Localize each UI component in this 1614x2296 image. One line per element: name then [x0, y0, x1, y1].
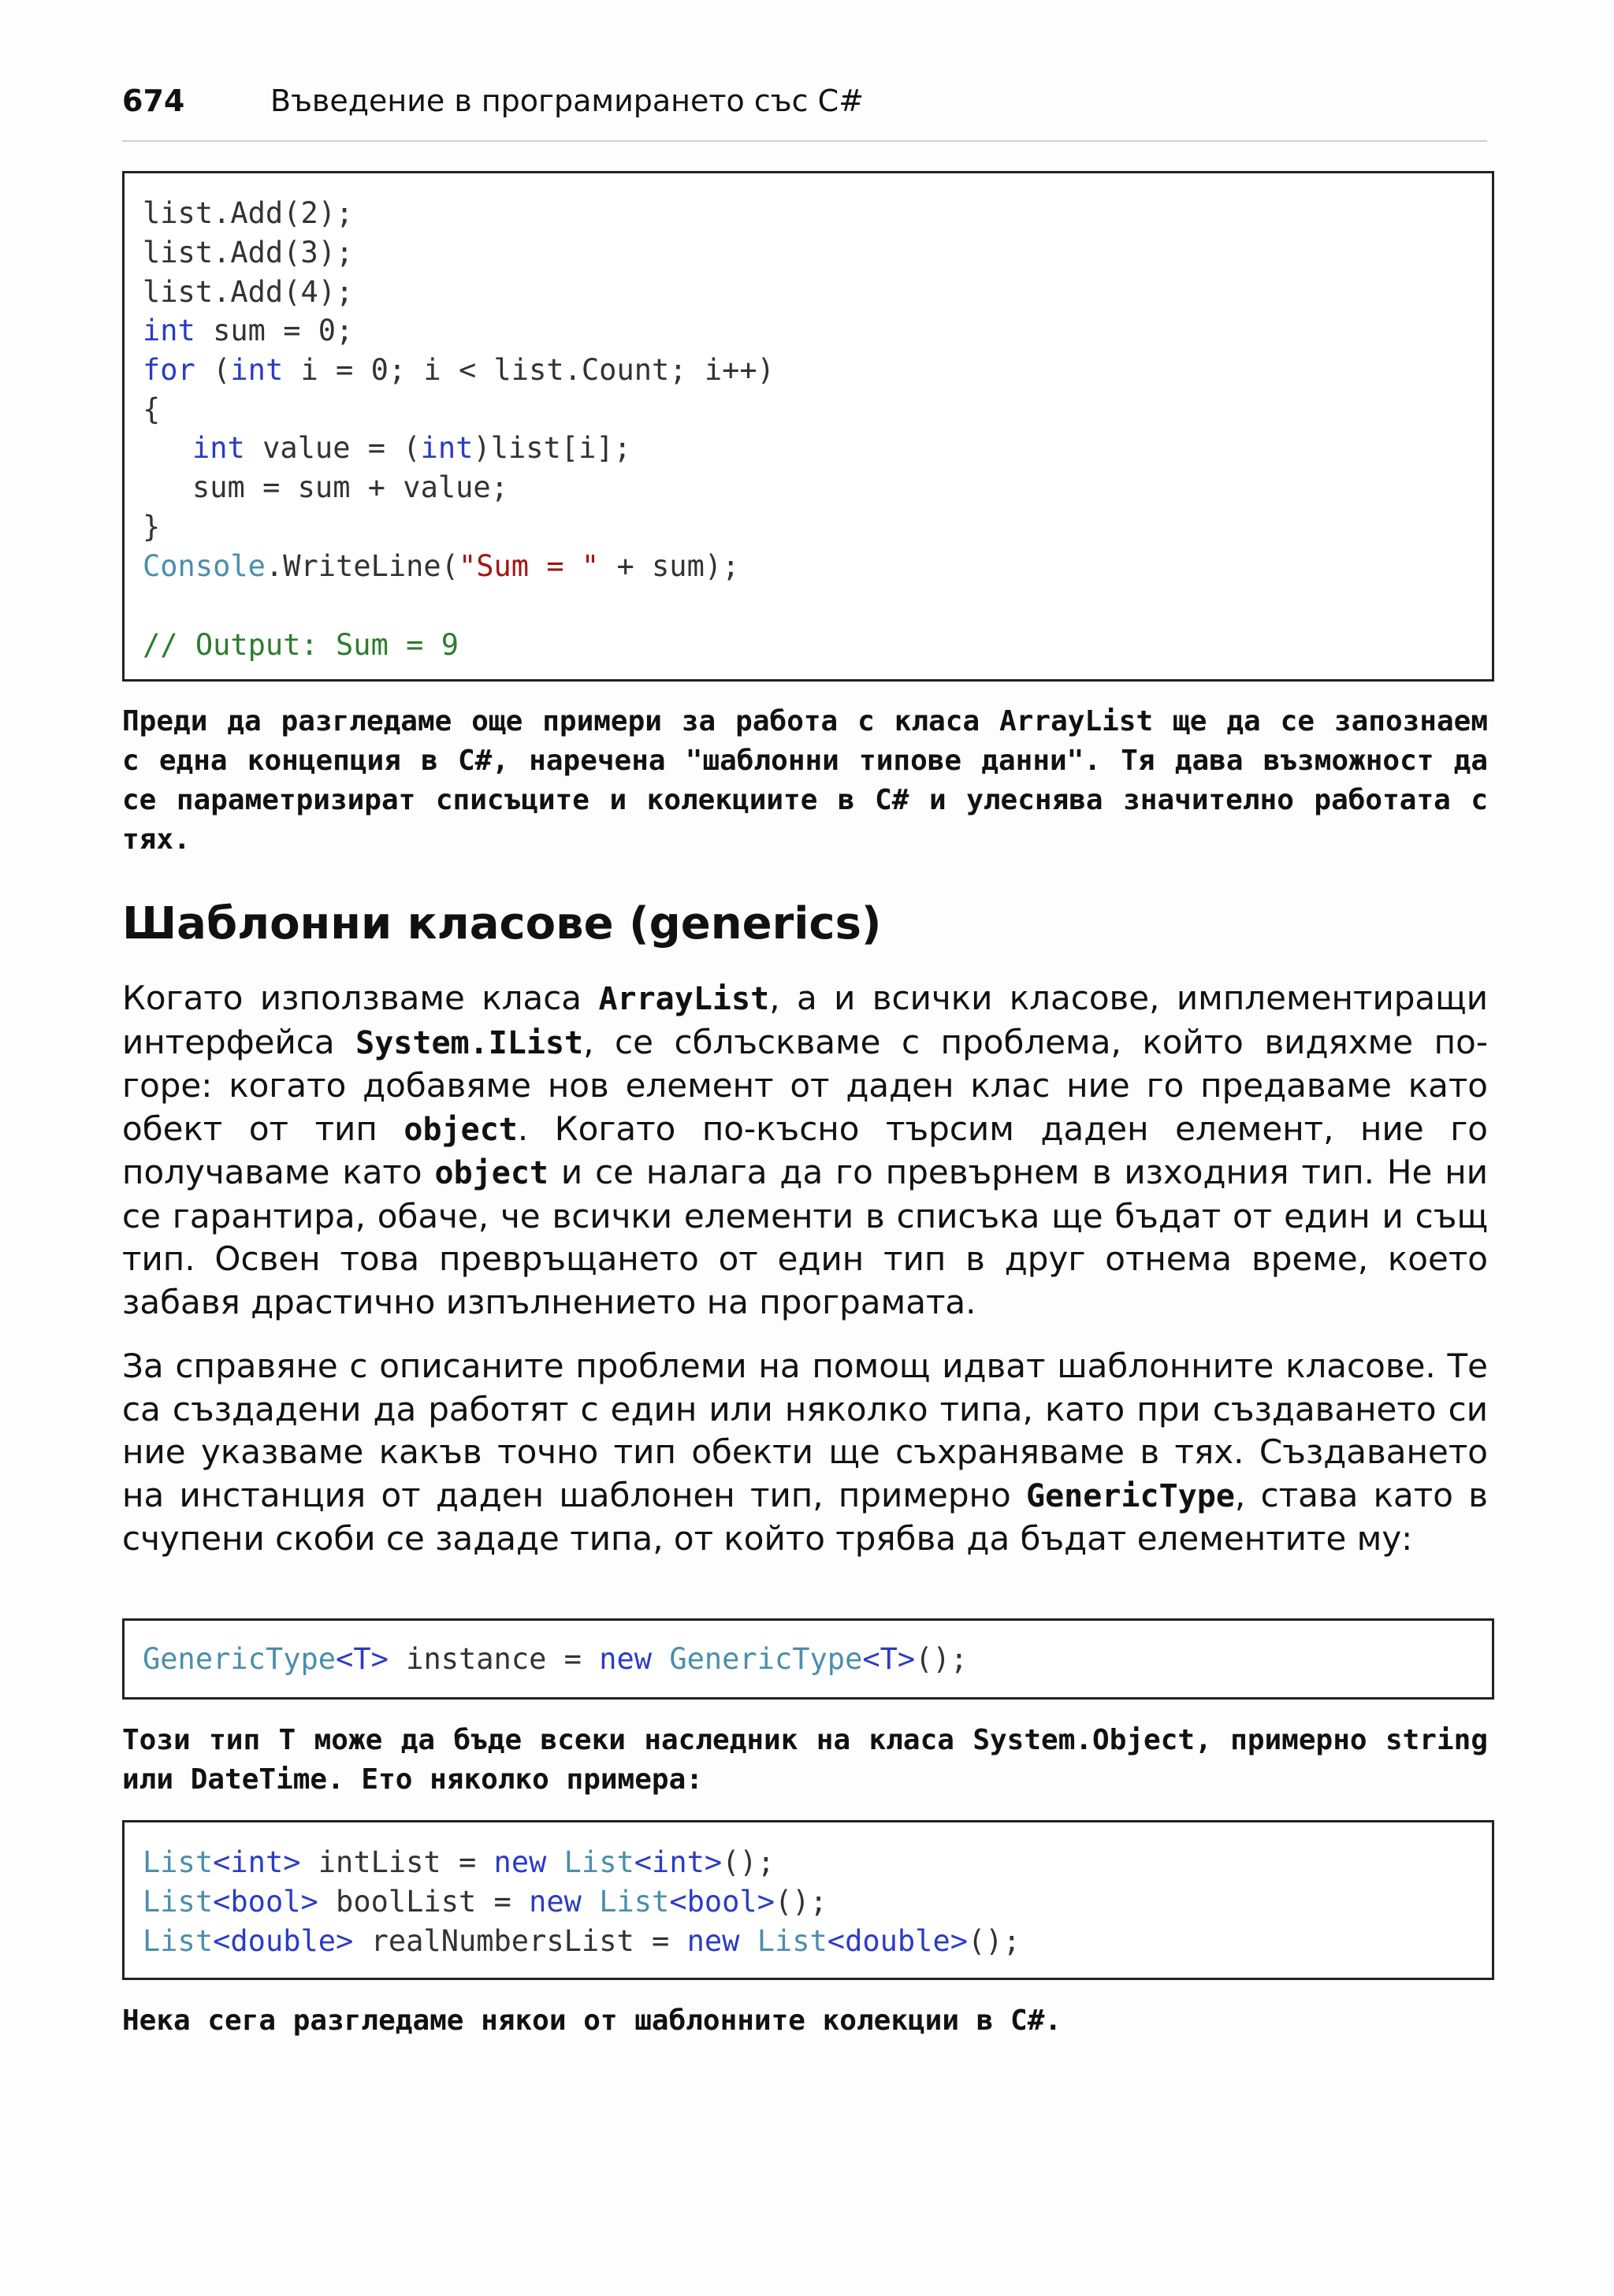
code-line: sum = sum + value;	[192, 470, 508, 504]
body-paragraph: Когато използваме класа ArrayList, а и всички класове, имплементиращи интерфейса System.IList, се сблъскваме с проблема, който видяхме по-горе: когато добавяме нов елемент от даден клас ние го предаваме като обект от тип object. Когато по-късно търсим даден елемент, ние го получаваме като object и се налага да го превърнем в изходния тип. Не ни се гарантира, обаче, че всички елементи в списъка ще бъдат от един и същ тип. Освен това превръщането от един тип в друг отнема време, което забавя драстично изпълнението на програмата.	[122, 979, 1488, 1321]
code-line: Console.WriteLine("Sum = " + sum);	[143, 549, 740, 583]
body-paragraph: За справяне с описаните проблеми на помощ идват шаблонните класове. Те са създадени да работят с един или няколко типа, като при създаването си ние указваме какъв точно тип обекти ще съхраняваме в тях. Създаването на инстанция от даден шаблонен тип, примерно GenericType, става като в счупени скоби се зададе типа, от който трябва да бъдат елементите му:	[122, 1347, 1488, 1558]
inline-code: System.IList	[355, 1024, 584, 1061]
code-line: List<double> realNumbersList = new List<double>();	[143, 1924, 1021, 1958]
note-paragraph: Преди да разгледаме още примери за работа с класа ArrayList ще да се запознаем с една концепция в C#, наречена "шаблонни типове данни". Тя дава възможност да се параметризират списъците и колекциите в C# и улеснява значително работата с тях.	[122, 705, 1488, 856]
code-line: List<bool> boolList = new List<bool>();	[143, 1885, 827, 1919]
running-title: Въведение в програмирането със C#	[270, 84, 864, 118]
inline-code: GenericType	[1026, 1477, 1235, 1514]
code-block-list-examples	[122, 1820, 1494, 1980]
code-line: for (int i = 0; i < list.Count; i++)	[143, 353, 775, 387]
code-line: int value = (int)list[i];	[192, 431, 631, 465]
page-number: 674	[122, 84, 185, 118]
code-line: }	[143, 510, 161, 544]
note-paragraph: Този тип T може да бъде всеки наследник на класа System.Object, примерно string или DateTime. Ето няколко примера:	[122, 1724, 1488, 1796]
code-line: List<int> intList = new List<int>();	[143, 1845, 775, 1879]
inline-code: object	[404, 1111, 518, 1148]
code-line: list.Add(3);	[143, 236, 354, 269]
code-comment: // Output: Sum = 9	[143, 628, 459, 662]
code-block-generic-type	[122, 1618, 1494, 1700]
code-line: {	[143, 392, 161, 426]
page-header	[122, 79, 1487, 142]
code-line: int sum = 0;	[143, 314, 354, 347]
code-line: GenericType<T> instance = new GenericType<T>();	[143, 1642, 969, 1676]
code-line: list.Add(4);	[143, 275, 354, 309]
note-paragraph: Нека сега разгледаме някои от шаблонните колекции в C#.	[122, 2004, 1062, 2037]
inline-code: object	[434, 1155, 549, 1191]
code-block-sum-example	[122, 171, 1494, 682]
section-heading: Шаблонни класове (generics)	[122, 898, 882, 949]
code-line: list.Add(2);	[143, 196, 354, 230]
inline-code: ArrayList	[598, 981, 770, 1017]
